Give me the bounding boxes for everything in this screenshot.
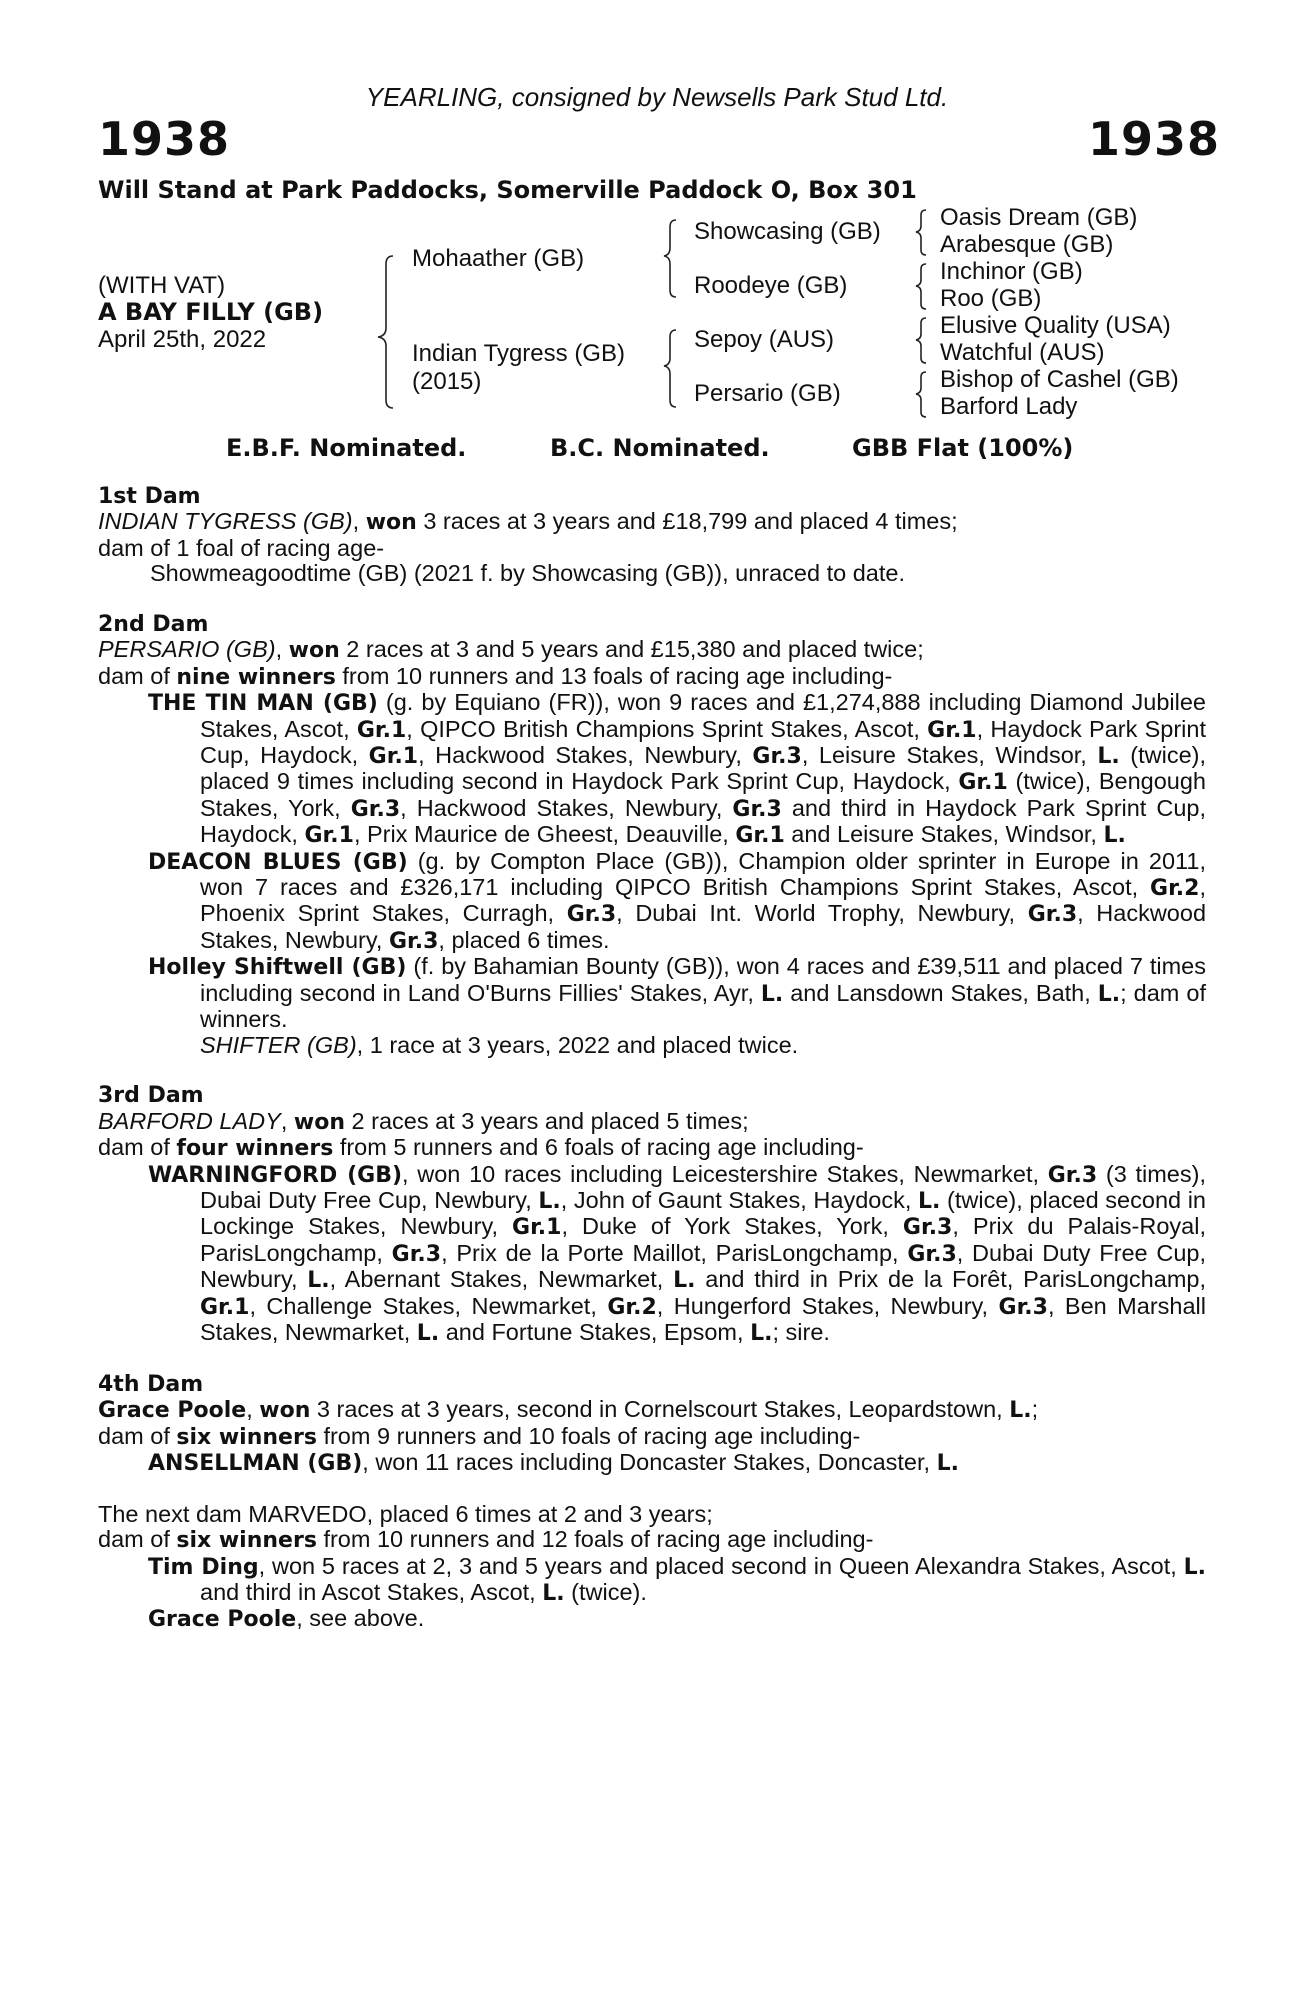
dam-sire: Sepoy (AUS)	[694, 326, 835, 353]
bracket-sd	[916, 264, 926, 309]
dam-foaling-year: (2015)	[412, 368, 482, 395]
progeny-deacon-blues: DEACON BLUES (GB) (g. by Compton Place (GB)), Champion older sprinter in Europe in 2011, won 7 races and £326,171 including QIPCO British Champions Sprint Stakes, Ascot, Gr.2, Phoenix Sprint Stakes, Curragh, Gr.3, Dubai Int. World Trophy, Newbury, Gr.3, Hackwood Stakes, Newbury, Gr.3, placed 6 times.	[148, 847, 1207, 954]
ds-sire: Elusive Quality (USA)	[940, 312, 1171, 339]
first-dam-produce: dam of 1 foal of racing age-	[98, 534, 385, 561]
progeny-warningford: WARNINGFORD (GB), won 10 races including Leicestershire Stakes, Newmarket, Gr.3 (3 times), Dubai Duty Free Cup, Newbury, L., John of Gaunt Stakes, Haydock, L. (twice), placed second in Lockinge Stakes, Newbury, Gr.1, Duke of York Stakes, York, Gr.3, Prix du Palais-Royal, ParisLongchamp, Gr.3, Prix de la Porte Maillot, ParisLongchamp, Gr.3, Dubai Duty Free Cup, Newbury, L., Abernant Stakes, Newmarket, L. and third in Prix de la Forêt, ParisLongchamp, Gr.1, Challenge Stakes, Newmarket, Gr.2, Hungerford Stakes, Newbury, Gr.3, Ben Marshall Stakes, Newmarket, L. and Fortune Stakes, Epsom, L.; sire.	[148, 1160, 1207, 1346]
dd-sire: Bishop of Cashel (GB)	[940, 366, 1179, 393]
sire: Mohaather (GB)	[412, 245, 585, 272]
sire-sire: Showcasing (GB)	[694, 218, 881, 245]
horse-name: A BAY FILLY (GB)	[98, 298, 324, 326]
lot-number-left: 1938	[98, 112, 231, 166]
first-dam-heading: 1st Dam	[98, 484, 201, 509]
dd-dam: Barford Lady	[940, 393, 1078, 420]
bracket-ss	[916, 210, 926, 255]
dam-dam: Persario (GB)	[694, 380, 841, 407]
next-dam-produce: dam of six winners from 10 runners and 12 foals of racing age including-	[98, 1526, 874, 1554]
second-dam-heading: 2nd Dam	[98, 612, 209, 638]
stable-location: Will Stand at Park Paddocks, Somerville Paddock O, Box 301	[98, 176, 917, 204]
bracket-horse	[378, 256, 393, 408]
progeny-tim-ding: Tim Ding, won 5 races at 2, 3 and 5 years and placed second in Queen Alexandra Stakes, Ascot, L. and third in Ascot Stakes, Ascot, L. (twice).	[148, 1552, 1206, 1606]
next-dam-record: The next dam MARVEDO, placed 6 times at 2 and 3 years;	[98, 1500, 713, 1527]
second-dam-record: PERSARIO (GB), won 2 races at 3 and 5 years and £15,380 and placed twice;	[98, 636, 924, 664]
ss-sire: Oasis Dream (GB)	[940, 204, 1138, 231]
ss-dam: Arabesque (GB)	[940, 231, 1114, 258]
sd-sire: Inchinor (GB)	[940, 258, 1083, 285]
first-dam-record: INDIAN TYGRESS (GB), won 3 races at 3 years and £18,799 and placed 4 times;	[98, 508, 958, 536]
first-dam-foal: Showmeagoodtime (GB) (2021 f. by Showcasing (GB)), unraced to date.	[150, 560, 905, 587]
bracket-sire	[664, 220, 676, 297]
fourth-dam-produce: dam of six winners from 9 runners and 10 foals of racing age including-	[98, 1422, 861, 1450]
ebf-nomination: E.B.F. Nominated.	[226, 434, 467, 462]
sire-dam: Roodeye (GB)	[694, 272, 848, 299]
second-dam-produce: dam of nine winners from 10 runners and 13 foals of racing age including-	[98, 662, 893, 690]
first-dam-name: INDIAN TYGRESS (GB)	[98, 508, 353, 535]
bracket-dam	[664, 330, 676, 407]
vat-label: (WITH VAT)	[98, 272, 226, 299]
consignment-line: YEARLING, consigned by Newsells Park Stud Ltd.	[365, 82, 949, 112]
fourth-dam-heading: 4th Dam	[98, 1371, 204, 1397]
pedigree-notes	[98, 484, 1206, 1633]
bracket-ds	[916, 318, 926, 363]
third-dam-record: BARFORD LADY, won 2 races at 3 years and placed 5 times;	[98, 1107, 749, 1135]
dam: Indian Tygress (GB)	[412, 340, 625, 367]
foaling-date: April 25th, 2022	[98, 326, 267, 353]
fourth-dam-record: Grace Poole, won 3 races at 3 years, second in Cornelscourt Stakes, Leopardstown, L.;	[98, 1396, 1039, 1424]
ds-dam: Watchful (AUS)	[940, 339, 1105, 366]
third-dam-produce: dam of four winners from 5 runners and 6 foals of racing age including-	[98, 1134, 864, 1162]
gbb-flat: GBB Flat (100%)	[852, 434, 1074, 462]
progeny-grace-poole: Grace Poole, see above.	[148, 1605, 425, 1633]
lot-number-right: 1938	[1088, 112, 1221, 166]
progeny-ansellman: ANSELLMAN (GB), won 11 races including Doncaster Stakes, Doncaster, L.	[148, 1448, 959, 1476]
grandprogeny-shifter: SHIFTER (GB), 1 race at 3 years, 2022 and placed twice.	[200, 1031, 799, 1058]
progeny-the-tin-man: THE TIN MAN (GB) (g. by Equiano (FR)), won 9 races and £1,274,888 including Diamond Jubilee Stakes, Ascot, Gr.1, QIPCO British Champions Sprint Stakes, Ascot, Gr.1, Haydock Park Sprint Cup, Haydock, Gr.1, Hackwood Stakes, Newbury, Gr.3, Leisure Stakes, Windsor, L. (twice), placed 9 times including second in Haydock Park Sprint Cup, Haydock, Gr.1 (twice), Bengough Stakes, York, Gr.3, Hackwood Stakes, Newbury, Gr.3 and third in Haydock Park Sprint Cup, Haydock, Gr.1, Prix Maurice de Gheest, Deauville, Gr.1 and Leisure Stakes, Windsor, L.	[148, 689, 1207, 849]
bracket-dd	[916, 372, 926, 417]
progeny-holley-shiftwell: Holley Shiftwell (GB) (f. by Bahamian Bounty (GB)), won 4 races and £39,511 and placed 7 times including second in Land O'Burns Fillies' Stakes, Ayr, L. and Lansdown Stakes, Bath, L.; dam of winners. SHIFTER (GB), 1 race at 3 years, 2022 and placed twice.	[148, 953, 1206, 1058]
bc-nomination: B.C. Nominated.	[550, 434, 770, 462]
sd-dam: Roo (GB)	[940, 285, 1042, 312]
third-dam-heading: 3rd Dam	[98, 1083, 204, 1109]
